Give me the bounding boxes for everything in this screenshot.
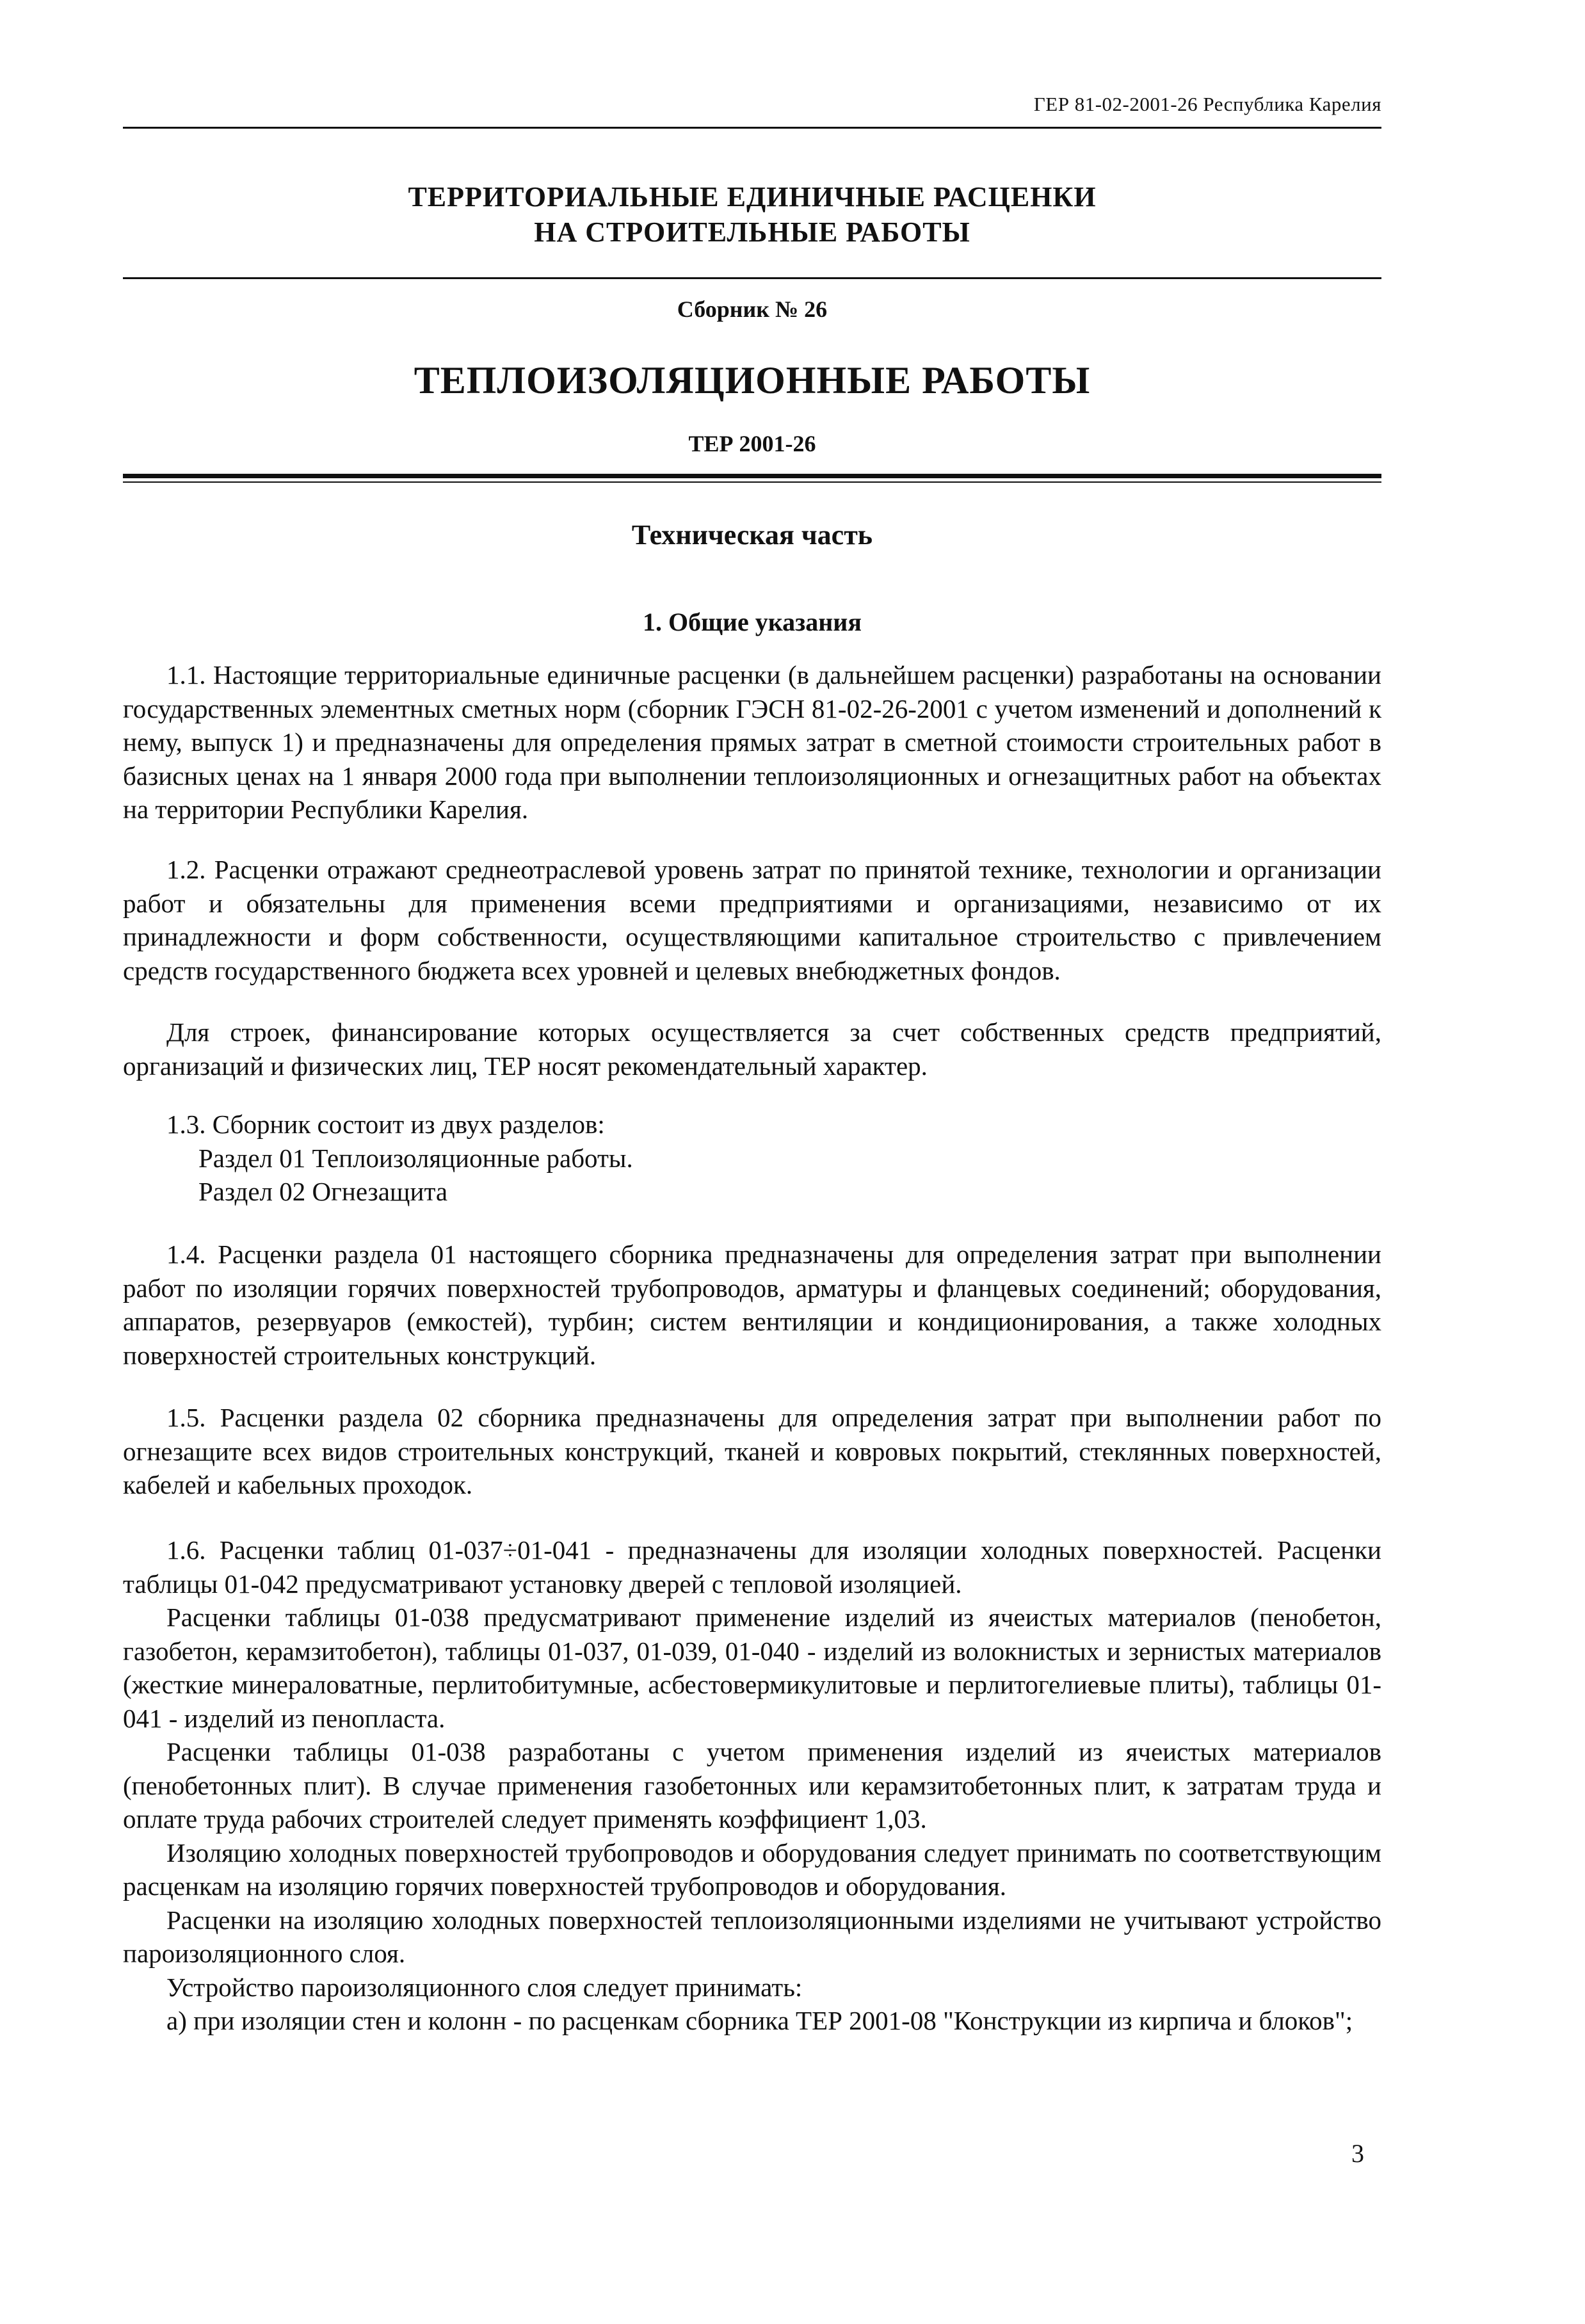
- paragraph-text: Расценки на изоляцию холодных поверхностей теплоизоляционными изделиями не учитывают устройство пароизоляционного слоя.: [123, 1905, 1381, 1968]
- paragraph-1-2: [123, 853, 1381, 987]
- paragraph-1-3: [123, 1108, 1381, 1209]
- paragraph-text: Для строек, финансирование которых осуществляется за счет собственных средств предприятий, организаций и физических лиц, ТЕР носят рекомендательный характер.: [123, 1017, 1381, 1081]
- list-item-a: [123, 2004, 1381, 2038]
- collection-number: Сборник № 26: [677, 296, 828, 322]
- paragraph-text: 1.5. Расценки раздела 02 сборника предназначены для определения затрат при выполнении работ по огнезащите всех видов строительных конструкций, тканей и ковровых покрытий, стеклянных поверхностей, кабелей и кабельных проходок.: [123, 1403, 1381, 1499]
- running-header: ГЕР 81-02-2001-26 Республика Карелия: [1033, 93, 1381, 115]
- paragraph-text: Изоляцию холодных поверхностей трубопроводов и оборудования следует принимать по соответствующим расценкам на изоляцию горячих поверхностей трубопроводов и оборудования.: [123, 1837, 1381, 1901]
- paragraph-text: 1.4. Расценки раздела 01 настоящего сборника предназначены для определения затрат при выполнении работ по изоляции горячих поверхностей трубопроводов, арматуры и фланцевых соединений; оборудования, аппаратов, резервуаров (емкостей), турбин; систем вентиляции и кондиционирования, а также холодных поверхностей строительных конструкций.: [123, 1239, 1381, 1370]
- paragraph-1-6: [123, 1533, 1381, 2038]
- section-heading: 1. Общие указания: [643, 608, 862, 636]
- document-title-line-1: ТЕРРИТОРИАЛЬНЫЕ ЕДИНИЧНЫЕ РАСЦЕНКИ: [408, 181, 1097, 213]
- paragraph-text: 1.1. Настоящие территориальные единичные расценки (в дальнейшем расценки) разработаны на основании государственных элементных сметных норм (сборник ГЭСН 81-02-26-2001 с учетом изменений и дополнений к нему, выпуск 1) и предназначены для определения прямых затрат в сметной стоимости строительных работ в базисных ценах на 1 января 2000 года при выполнении теплоизоляционных и огнезащитных работ на объектах на территории Республики Карелия.: [123, 660, 1381, 824]
- paragraph-1-4: [123, 1238, 1381, 1372]
- paragraph-1-1: [123, 658, 1381, 827]
- list-item: Раздел 02 Огнезащита: [198, 1177, 448, 1206]
- paragraph-text: 1.2. Расценки отражают среднеотраслевой уровень затрат по принятой технике, технологии и организации работ и обязательны для применения всеми предприятиями и организациями, независимо от их принадлежности и форм собственности, осуществляющими капитальное строительство с привлечением средств государственного бюджета всех уровней и целевых внебюджетных фондов.: [123, 855, 1381, 985]
- header-rule: [123, 127, 1381, 129]
- title-rule: [123, 277, 1381, 279]
- paragraph-1-2-continued: [123, 1015, 1381, 1083]
- paragraph-text: Устройство пароизоляционного слоя следует принимать:: [166, 1972, 803, 2002]
- list-item: Раздел 01 Теплоизоляционные работы.: [198, 1143, 633, 1173]
- paragraph-text: 1.6. Расценки таблиц 01-037÷01-041 - предназначены для изоляции холодных поверхностей. Расценки таблицы 01-042 предусматривают установку дверей с тепловой изоляцией.: [123, 1535, 1381, 1599]
- collection-code: ТЕР 2001-26: [688, 431, 816, 456]
- list-item-text: а) при изоляции стен и колонн - по расценкам сборника ТЕР 2001-08 "Конструкции из кирпича и блоков";: [166, 2006, 1353, 2035]
- technical-part-heading: Техническая часть: [631, 519, 873, 551]
- document-title-line-2: НА СТРОИТЕЛЬНЫЕ РАБОТЫ: [534, 216, 970, 248]
- double-rule-thick: [123, 474, 1381, 478]
- paragraph-text: Расценки таблицы 01-038 предусматривают применение изделий из ячеистых материалов (пенобетон, газобетон, керамзитобетон), таблицы 01-037, 01-039, 01-040 - изделий из волокнистых и зернистых материалов (жесткие минераловатные, перлитобитумные, асбестовермикулитовые и перлитогелиевые плиты), таблицы 01-041 - изделий из пенопласта.: [123, 1602, 1381, 1733]
- paragraph-text: Расценки таблицы 01-038 разработаны с учетом применения изделий из ячеистых материалов (пенобетонных плит). В случае применения газобетонных или керамзитобетонных плит, к затратам труда и оплате труда рабочих строителей следует применять коэффициент 1,03.: [123, 1737, 1381, 1834]
- page-number: 3: [1351, 2139, 1364, 2168]
- paragraph-1-5: [123, 1401, 1381, 1502]
- collection-title: ТЕПЛОИЗОЛЯЦИОННЫЕ РАБОТЫ: [414, 359, 1091, 401]
- paragraph-text: 1.3. Сборник состоит из двух разделов:: [166, 1110, 605, 1139]
- double-rule-thin: [123, 481, 1381, 483]
